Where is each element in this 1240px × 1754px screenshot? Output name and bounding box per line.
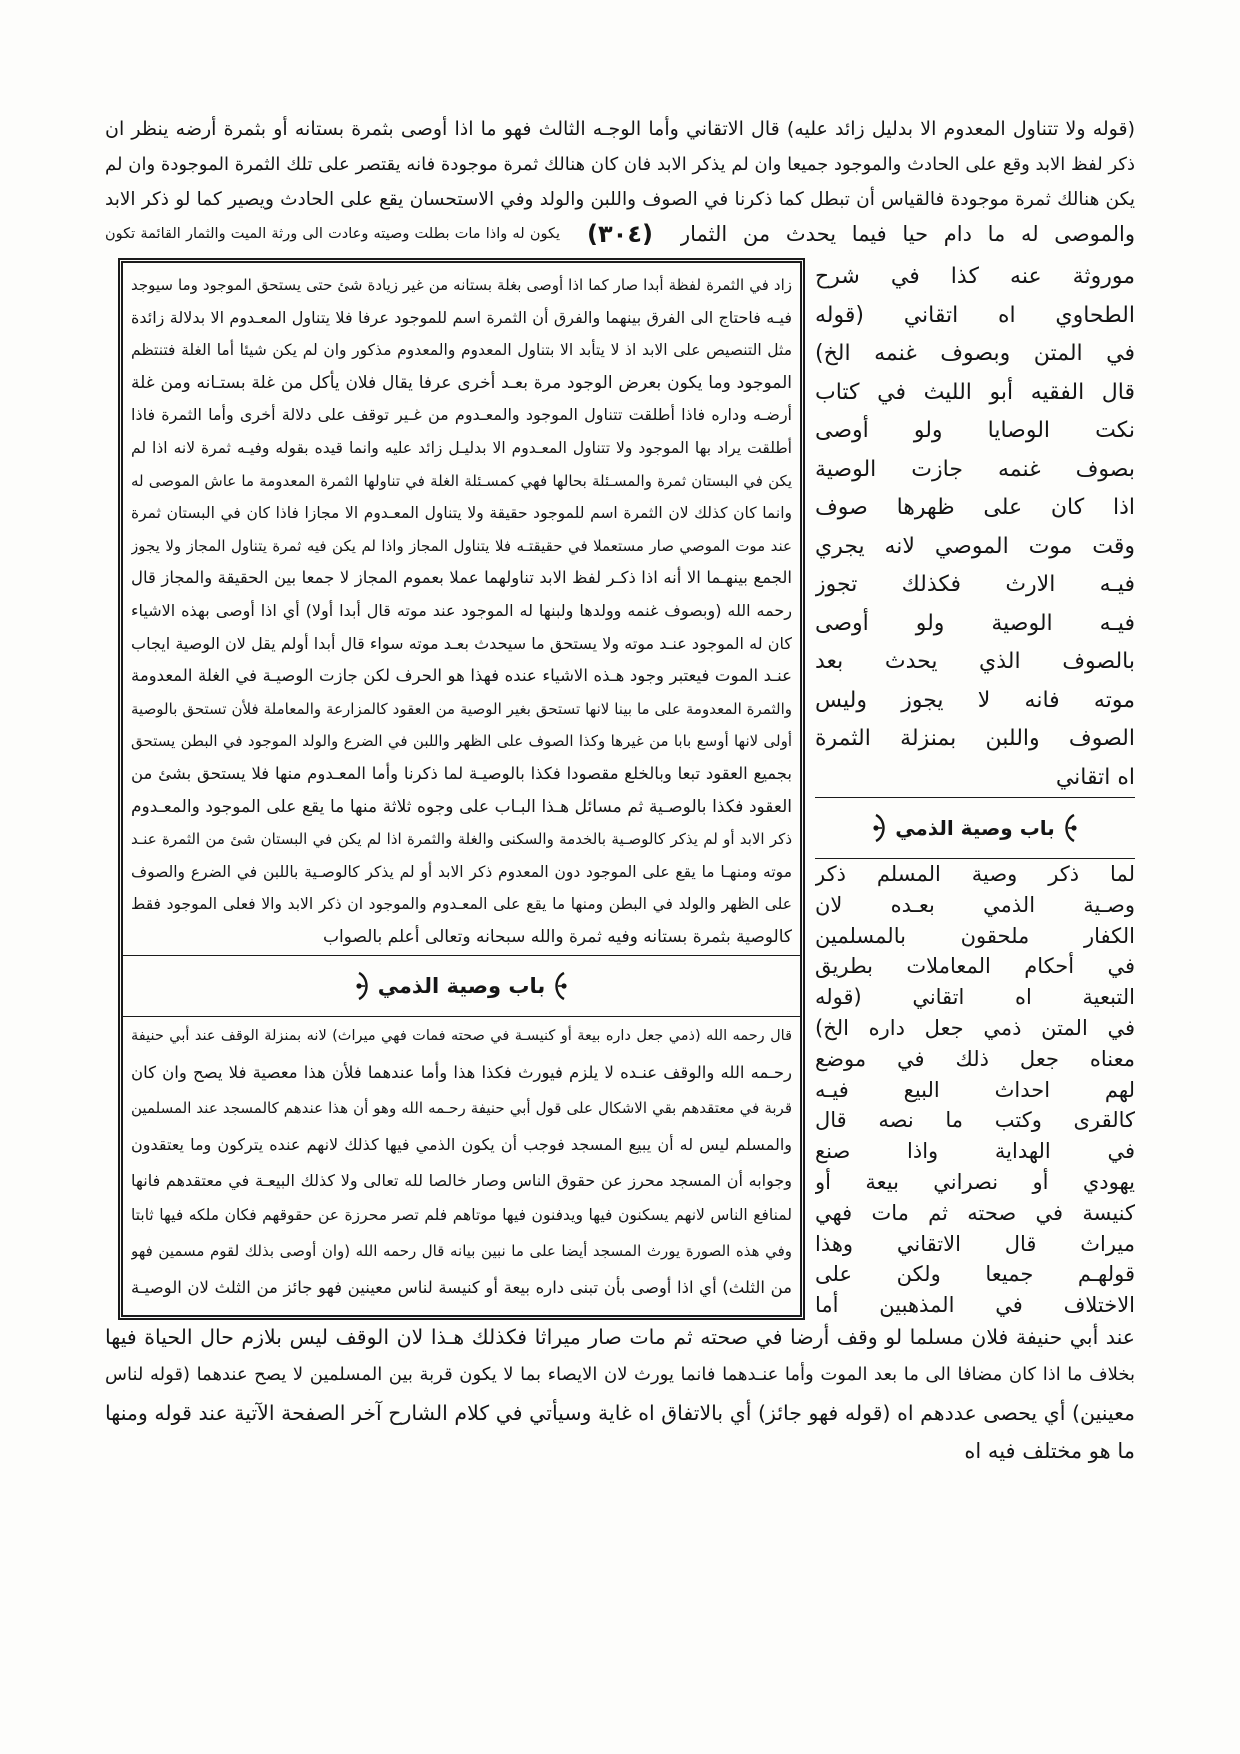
main-text-line: أولى لانها أوسع بابا من غيرها وكذا الصوف على الظهر واللبن في الضرع والولد الموجود في البطن يستحق xyxy=(131,732,792,751)
commentary-line: عند أبي حنيفة فلان مسلما لو وقف أرضا في صحته ثم مات صار ميراثا فكذلك هـذا لان الوقف ليس بلازم حال الحياة فيها xyxy=(105,1325,1135,1349)
main-text-line: والثمرة المعدومة على ما بينا لانها تستحق بغير الوصية من العقود كالمزارعة والمعاملة فلأن تستحق بالوصية xyxy=(131,699,792,718)
main-text-line: والمسلم ليس له أن يبيع المسجد فوجب أن يكون الذمي فيها كذلك لانهم عنده يتركون وما يعتقدون xyxy=(131,1134,792,1154)
commentary-line: التبعية اه اتقاني (قوله xyxy=(815,985,1135,1010)
commentary-line: في المتن وبصوف غنمه الخ) xyxy=(815,341,1135,366)
main-text-line: العقود فكذا بالوصـية ثم مسائل هـذا البـاب على وجوه ثلاثة منها ما يقع على الموجود والمعـدوم xyxy=(131,796,792,817)
main-text-line: موته ومنهـا ما يقع على الموجود دون المعدوم ذكر الابد أو لم يذكر كالوصـية باللبن في الضرع والصوف xyxy=(131,862,792,881)
ornament-bracket-icon xyxy=(1059,812,1079,844)
commentary-line: ميراث قال الاتقاني وهذا xyxy=(815,1231,1135,1256)
commentary-line: ذكر لفظ الابد وقع على الحادث والموجود جميعا وان لم يذكر الابد فان كان هنالك ثمرة موجودة فانه يقتصر على تلك الثمرة الموجودة وان لم xyxy=(105,154,1135,175)
main-text-line: فيـه فاحتاج الى الفرق بينهما والفرق أن الثمرة اسم للموجود عرفا فلا يتناول المعـدوم الا بدلالة زائدة xyxy=(131,307,792,327)
commentary-line: كنيسة في صحته ثم مات فهي xyxy=(815,1200,1135,1225)
main-text-line: من الثلث) أي اذا أوصى بأن تبنى داره بيعة أو كنيسة لناس معينين فهو جائز من الثلث لان الوصيـة xyxy=(131,1278,792,1298)
main-text-line: على الظهر والولد في البطن ومنها ما يقع على المعـدوم والموجود ان ذكر الابد والا فعلى الموجود فقط xyxy=(131,895,792,914)
commentary-line: قولهـم جميعا ولكن على xyxy=(815,1262,1135,1287)
commentary-line: والموصى له ما دام حيا فيما يحدث من الثمار xyxy=(680,222,1135,246)
main-text-line: عنـد الموت فيعتبر وجود هـذه الاشياء عنده فهذا هو الحرف لكن جازت الوصيـة في الغلة المعدومة xyxy=(131,666,792,686)
commentary-line: وصـية الذمي بعـده لان xyxy=(815,892,1135,917)
main-text-line: عند موت الموصي صار مستعملا في حقيقتـه فلا يتناول المجاز واذا لم يكن فيه ثمرة يتناول المجاز ولا يجوز xyxy=(131,536,792,555)
commentary-line: معناه جعل ذلك في موضع xyxy=(815,1046,1135,1071)
main-text-lower xyxy=(131,1019,792,1305)
commentary-line: في أحكام المعاملات بطريق xyxy=(815,954,1135,979)
side-chapter-heading-text: باب وصية الذمي xyxy=(895,816,1055,840)
commentary-line: ما هو مختلف فيه اه xyxy=(964,1439,1135,1463)
main-text-line: كالوصية بثمرة بستانه وفيه ثمرة والله سبحانه وتعالى أعلم بالصواب xyxy=(322,926,792,947)
main-text-upper xyxy=(131,269,792,953)
margin-commentary-side xyxy=(815,258,1135,1320)
commentary-line: بصوف غنمه جازت الوصية xyxy=(815,456,1135,482)
page-number: (٣٠٤) xyxy=(587,220,653,248)
main-text-line: مثل التنصيص على الابد اذ لا يتأبد الا بتناول المعدوم والمعدوم مذكور وان لم يكن شيئا أما الغلة فتنتظم xyxy=(131,341,792,360)
margin-commentary-top xyxy=(105,112,1135,252)
commentary-line: لما ذكر وصية المسلم ذكر xyxy=(815,862,1135,886)
commentary-line: معينين) أي يحصى عددهم اه (قوله فهو جائز) أي بالاتفاق اه غاية وسيأتي في كلام الشارح آخر الصفحة الآتية عند قوله ومنها xyxy=(105,1401,1135,1425)
chapter-heading-text: باب وصية الذمي xyxy=(377,974,546,999)
commentary-line: اه اتقاني xyxy=(1055,764,1135,790)
commentary-line: نكت الوصايا ولو أوصى xyxy=(815,418,1135,443)
main-text-line: لمنافع الناس لانهم يسكنون فيها ويدفنون فيها موتاهم فلم تصر محرزة عن حقوقهم فكان ملكه فيها ثابتا xyxy=(131,1206,792,1225)
chapter-heading xyxy=(123,955,800,1017)
margin-commentary-bottom xyxy=(105,1318,1135,1470)
main-text-line: وفي هذه الصورة يورث المسجد أيضا على ما نبين بيانه قال رحمه الله (وان أوصى بذلك لقوم مسمين فهو xyxy=(131,1242,792,1261)
commentary-line: يكون له واذا مات بطلت وصيته وعادت الى ورثة الميت والثمار القائمة تكون xyxy=(105,226,560,242)
main-text-line: الموجود وما يكون بعرض الوجود مرة بعـد أخرى عرفا يقال فلان يأكل من غلة بستـانه ومن غلة xyxy=(131,372,792,393)
main-text-line: الجمع بينهـما الا أنه اذا ذكـر لفظ الابد تناولهما عملا بعموم المجاز لا جمعا بين الحقيقة والمجاز قال xyxy=(131,568,792,588)
ornament-bracket-icon xyxy=(871,812,891,844)
commentary-line: الكفار ملحقون بالمسلمين xyxy=(815,923,1135,948)
commentary-line: يهودي أو نصراني بيعة أو xyxy=(815,1169,1135,1194)
commentary-line: الطحاوي اه اتقاني (قوله xyxy=(815,302,1135,328)
main-text-line: قربة في معتقدهم بقي الاشكال على قول أبي حنيفة رحـمه الله وهو أن هذا عندهم كالمسجد عند المسلمين xyxy=(131,1099,792,1118)
main-text-line: كان له الموجود عنـد موته ولا يستحق ما سيحدث بعـد موته سواء قال أبدا أولم يقل لان الوصية ايجاب xyxy=(131,633,792,653)
commentary-line: كالقرى وكتب ما نصه قال xyxy=(815,1108,1135,1133)
commentary-line: الصوف واللبن بمنزلة الثمرة xyxy=(815,726,1135,751)
commentary-line: بالصوف الذي يحدث بعد xyxy=(815,649,1135,674)
commentary-line: موروثة عنه كذا في شرح xyxy=(815,264,1135,289)
ornament-bracket-icon xyxy=(354,970,374,1002)
commentary-side-upper xyxy=(815,258,1135,797)
main-text-line: بجميع العقود تبعا وبالخلع مقصودا فكذا بالوصيـة لما ذكرنا وأما المعـدوم منها فلا يستحق بشئ من xyxy=(131,763,792,783)
main-text-line: زاد في الثمرة لفظة أبدا صار كما اذا أوصى بغلة بستانه من غير زيادة شئ حتى يستحق الموجود وما سيوجد xyxy=(131,276,792,294)
commentary-lines xyxy=(105,112,1135,217)
commentary-line: وقت موت الموصي لانه يجري xyxy=(815,533,1135,559)
commentary-line: فيـه الوصية ولو أوصى xyxy=(815,610,1135,636)
ornament-bracket-icon xyxy=(549,970,569,1002)
main-text-line: وجوابه أن المسجد محرز عن حقوق الناس وصار خالصا لله تعالى ولا كذلك البيعـة في معتقدهم فانها xyxy=(131,1170,792,1190)
main-text-line: قال رحمه الله (ذمي جعل داره بيعة أو كنيسـة في صحته فمات فهي ميراث) لانه بمنزلة الوقف عند أبي حنيفة xyxy=(131,1028,792,1045)
commentary-line-with-page-number xyxy=(105,217,1135,252)
commentary-line: في المتن ذمي جعل داره الخ) xyxy=(815,1015,1135,1040)
main-text-line: أطلقت يراد بها الموجود ولا تتناول المعـدوم الا بدليـل زائد عليه وانما قيده بقوله وفيـه ثمرة لانه اذا لم xyxy=(131,438,792,457)
main-text-line: رحـمه الله والوقف عنـده لا يلزم فيورث فكذا هذا وأما عندهما فلأن هذا معصية فلا يصح وان كان xyxy=(131,1063,792,1083)
main-text-line: يكن في البستان ثمرة والمسـئلة بحالها فهي كمسـئلة الغلة في تناولها الثمرة المعدومة ما عاش الموصى له xyxy=(131,471,792,490)
commentary-line: (قوله ولا تتناول المعدوم الا بدليل زائد عليه) قال الاتقاني وأما الوجـه الثالث فهو ما اذا أوصى بثمرة بستانه أو بثمرة أرضه ينظر ان xyxy=(105,118,1135,140)
commentary-line: موته فانه لا يجوز وليس xyxy=(815,687,1135,713)
commentary-line: الاختلاف في المذهبين أما xyxy=(815,1293,1135,1318)
main-text-line: أرضـه وداره فاذا أطلقت تتناول الموجود والمعـدوم من غـير توقف على دلالة أخرى وأما الثمرة فاذا xyxy=(131,405,792,425)
commentary-line: لهم احداث البيع فيـه xyxy=(815,1077,1135,1102)
commentary-line: يكن هنالك ثمرة موجودة فالقياس أن تبطل كما ذكرنا في الصوف واللبن والولد وفي الاستحسان يقع على الحادث ويصير كما لو ذكر الابد xyxy=(105,189,1135,210)
commentary-line: قال الفقيه أبو الليث في كتاب xyxy=(815,379,1135,405)
commentary-line: في الهداية واذا صنع xyxy=(815,1139,1135,1164)
side-chapter-heading xyxy=(815,797,1135,859)
main-text-line: رحمه الله (وبصوف غنمه وولدها ولبنها له الموجود عند موته قال أبدا أولا) أي اذا أوصى بهذه الاشياء xyxy=(131,600,792,620)
commentary-line: اذا كان على ظهرها صوف xyxy=(815,495,1135,520)
commentary-side-lower xyxy=(815,859,1135,1321)
main-text-frame xyxy=(118,258,805,1320)
main-text-line: وانما كان كذلك لان الثمرة اسم للموجود حقيقة ولا يتناول المعـدوم الا مجازا فاذا كان في البستان ثمرة xyxy=(131,504,792,523)
commentary-line: فيـه الارث فكذلك تجوز xyxy=(815,572,1135,597)
commentary-line: بخلاف ما اذا كان مضافا الى ما بعد الموت وأما عنـدهما فانما يورث لان الايصاء بما لا يكون قربة بين المسلمين لا يصح عندهما (قوله لناس xyxy=(105,1364,1135,1385)
main-text-line: ذكر الابد أو لم يذكر كالوصـية بالخدمة والسكنى والغلة والثمرة اذا لم يكن في البستان شئ من الثمرة عنـد xyxy=(131,830,792,849)
